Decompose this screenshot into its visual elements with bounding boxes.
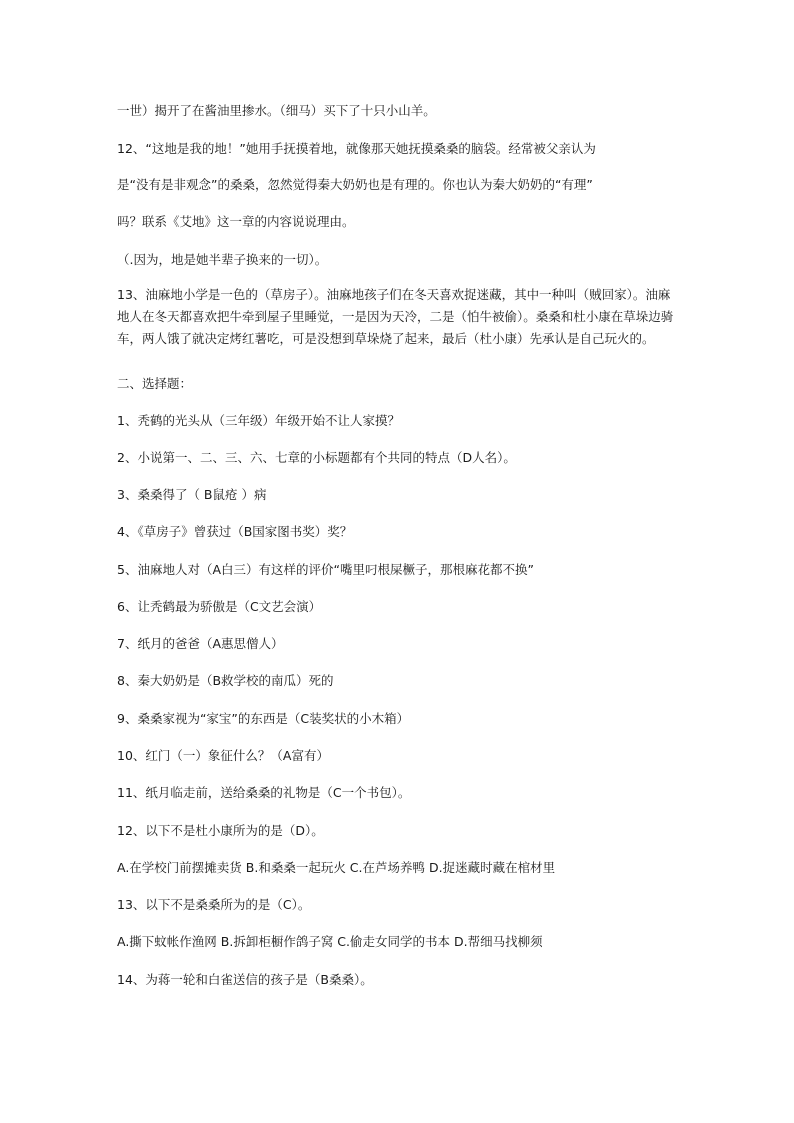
question-item: 11、纸月临走前，送给桑桑的礼物是（C一个书包）。	[117, 785, 411, 800]
answer-options: A.撕下蚊帐作渔网 B.拆卸柜橱作鸽子窝 C.偷走女同学的书本 D.帮细马找柳须	[117, 934, 543, 949]
question-item: 2、小说第一、二、三、六、七章的小标题都有个共同的特点（D人名）。	[117, 450, 516, 465]
text-line: 一世）揭开了在酱油里掺水。（细马）买下了十只小山羊。	[117, 103, 436, 118]
text-line: 12、“这地是我的地！”她用手抚摸着地，就像那天她抚摸桑桑的脑袋。经常被父亲认为	[117, 141, 596, 156]
question-item: 9、桑桑家视为“家宝”的东西是（C装奖状的小木箱）	[117, 711, 410, 726]
text-line: 是“没有是非观念”的桑桑，忽然觉得秦大奶奶也是有理的。你也认为秦大奶奶的“有理”	[117, 177, 593, 192]
question-item: 13、以下不是桑桑所为的是（C）。	[117, 897, 311, 912]
text-paragraph: 13、油麻地小学是一色的（草房子）。油麻地孩子们在冬天喜欢捉迷藏，其中一种叫（贼回家）。油麻地人在冬天都喜欢把牛牵到屋子里睡觉，一是因为天冷，二是（怕牛被偷）。桑桑和杜小康在草垛边骑车，两人饿了就决定烤红薯吃，可是没想到草垛烧了起来，最后（杜小康）先承认是自己玩火的。	[117, 287, 674, 346]
question-item: 6、让秃鹤最为骄傲是（C文艺会演）	[117, 599, 322, 614]
question-item: 7、纸月的爸爸（A惠思僧人）	[117, 636, 284, 651]
question-item: 12、以下不是杜小康所为的是（D）。	[117, 823, 324, 838]
question-item: 5、油麻地人对（A白三）有这样的评价“嘴里叼根屎橛子，那根麻花都不换”	[117, 562, 534, 577]
section-heading: 二、选择题：	[117, 376, 193, 391]
text-line: 吗？联系《艾地》这一章的内容说说理由。	[117, 214, 355, 229]
question-item: 1、秃鹤的光头从（三年级）年级开始不让人家摸？	[117, 413, 400, 428]
question-item: 14、为蒋一轮和白雀送信的孩子是（B桑桑）。	[117, 972, 373, 987]
question-item: 3、桑桑得了（ B鼠疮 ）病	[117, 487, 267, 502]
text-line: （.因为，地是她半辈子换来的一切）。	[117, 252, 328, 267]
answer-options: A.在学校门前摆摊卖货 B.和桑桑一起玩火 C.在芦场养鸭 D.捉迷藏时藏在棺材里	[117, 860, 556, 875]
question-item: 4、《草房子》曾获过（B国家图书奖）奖？	[117, 524, 353, 539]
question-item: 8、秦大奶奶是（B救学校的南瓜）死的	[117, 673, 334, 688]
question-item: 10、红门（一）象征什么？（A富有）	[117, 748, 329, 763]
